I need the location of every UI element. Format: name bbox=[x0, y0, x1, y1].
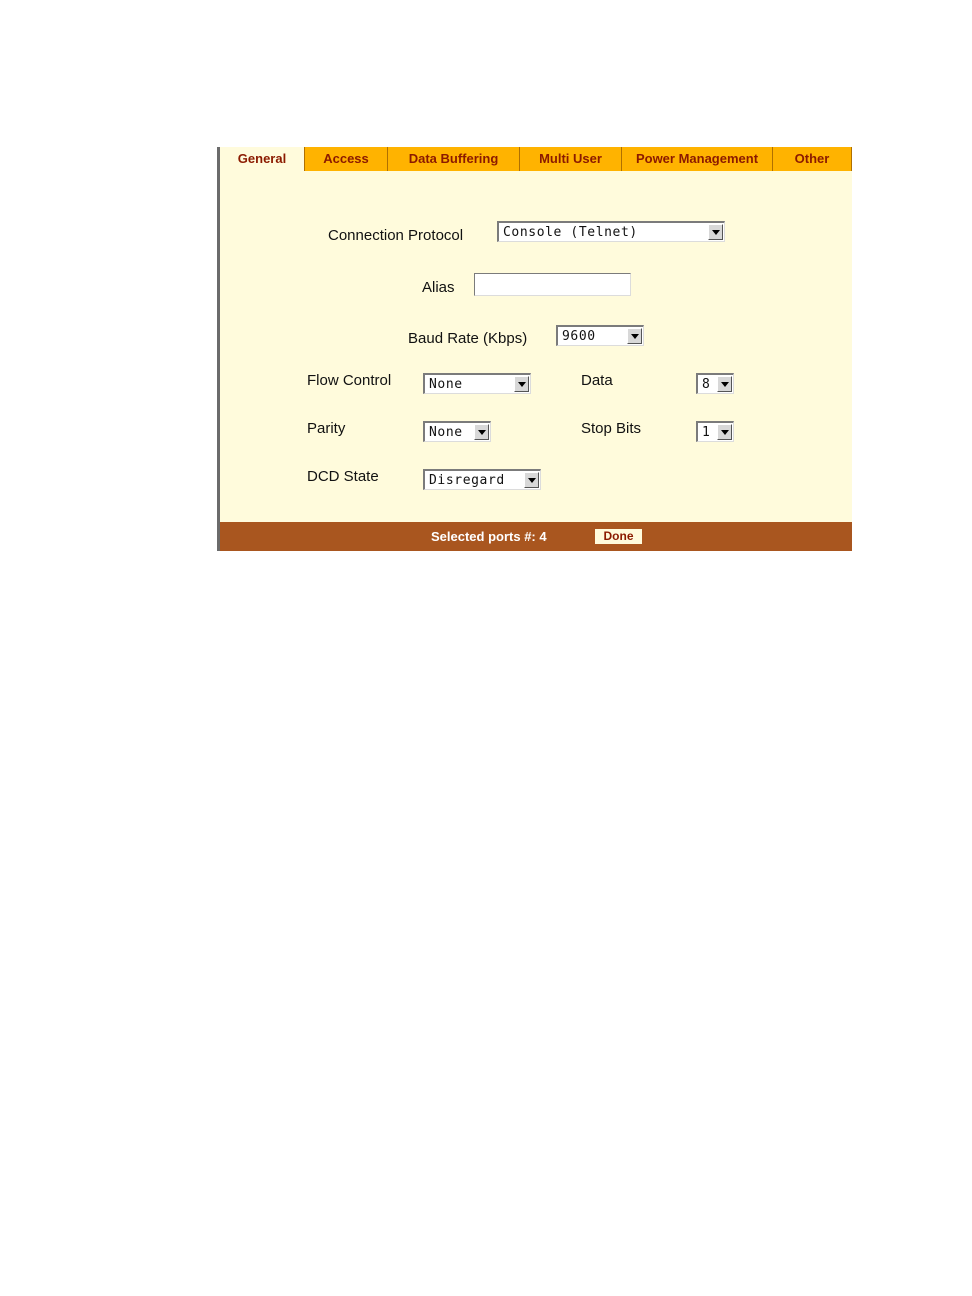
stop-bits-select[interactable] bbox=[696, 421, 734, 442]
flow-control-value: None bbox=[429, 377, 463, 392]
tab-bar bbox=[220, 147, 852, 171]
port-config-panel bbox=[217, 147, 852, 551]
stop-bits-label: Stop Bits bbox=[581, 420, 642, 437]
tab-data-buffering[interactable]: Data Buffering bbox=[388, 147, 520, 171]
data-bits-select[interactable] bbox=[696, 373, 734, 394]
baud-rate-label: Baud Rate (Kbps) bbox=[408, 330, 528, 347]
chevron-down-icon bbox=[627, 328, 642, 344]
tab-multi-user[interactable]: Multi User bbox=[520, 147, 622, 171]
dcd-state-select[interactable] bbox=[423, 469, 541, 490]
flow-control-label: Flow Control bbox=[307, 372, 392, 389]
connection-protocol-select[interactable] bbox=[497, 221, 725, 242]
done-button[interactable]: Done bbox=[595, 529, 642, 544]
chevron-down-icon bbox=[717, 424, 732, 440]
connection-protocol-label: Connection Protocol bbox=[328, 227, 464, 244]
dcd-state-value: Disregard bbox=[429, 473, 505, 488]
tab-access[interactable]: Access bbox=[305, 147, 388, 171]
flow-control-select[interactable] bbox=[423, 373, 531, 394]
tab-other[interactable]: Other bbox=[773, 147, 852, 171]
parity-value: None bbox=[429, 425, 463, 440]
tab-general[interactable]: General bbox=[220, 147, 305, 171]
baud-rate-select[interactable] bbox=[556, 325, 644, 346]
footer-bar bbox=[220, 522, 852, 551]
stop-bits-value: 1 bbox=[702, 425, 711, 440]
chevron-down-icon bbox=[474, 424, 489, 440]
data-bits-value: 8 bbox=[702, 377, 711, 392]
parity-label: Parity bbox=[307, 420, 346, 437]
parity-select[interactable] bbox=[423, 421, 491, 442]
alias-input[interactable] bbox=[474, 273, 631, 296]
chevron-down-icon bbox=[514, 376, 529, 392]
chevron-down-icon bbox=[717, 376, 732, 392]
alias-label: Alias bbox=[422, 279, 455, 296]
selected-ports-text: Selected ports #: 4 bbox=[431, 529, 547, 544]
chevron-down-icon bbox=[708, 224, 723, 240]
connection-protocol-value: Console (Telnet) bbox=[503, 225, 638, 240]
baud-rate-value: 9600 bbox=[562, 329, 596, 344]
dcd-state-label: DCD State bbox=[307, 468, 379, 485]
tab-power-management[interactable]: Power Management bbox=[622, 147, 773, 171]
data-bits-label: Data bbox=[581, 372, 613, 389]
chevron-down-icon bbox=[524, 472, 539, 488]
